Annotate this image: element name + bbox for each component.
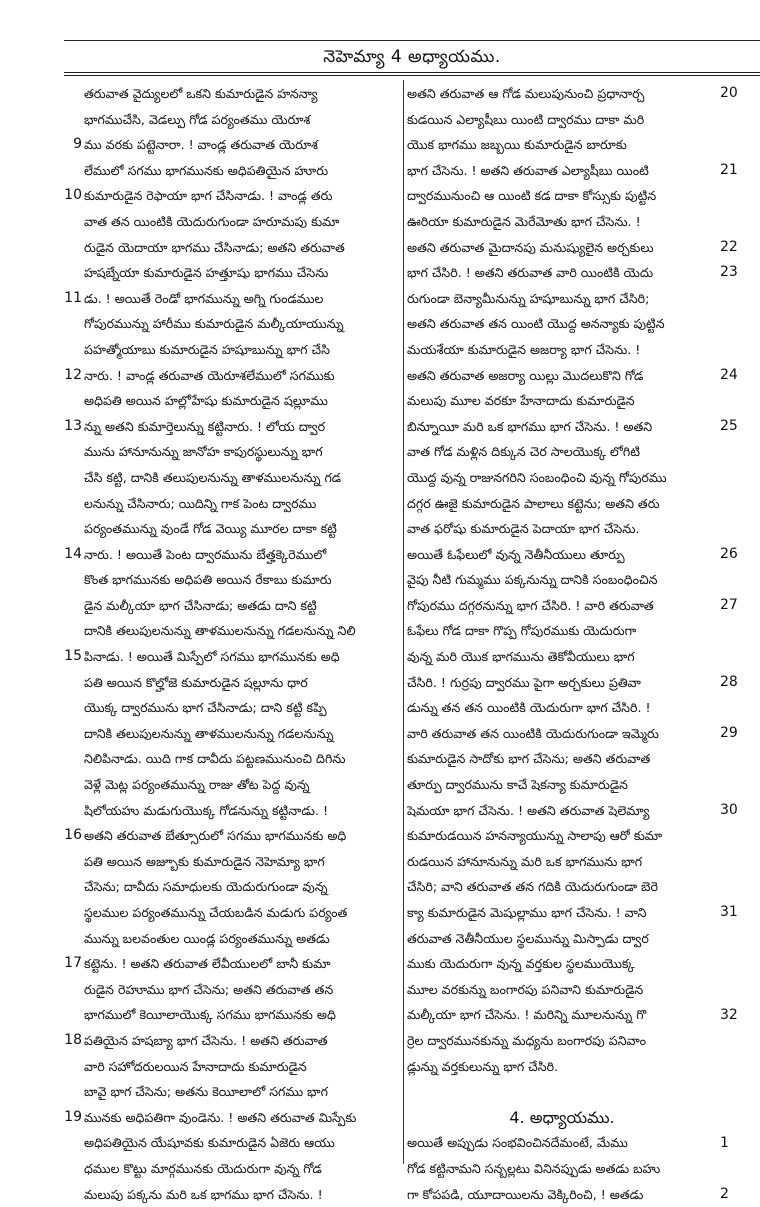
verse-number: 24	[720, 366, 738, 383]
text-line: క్యా కుమారుడైన మెషుల్లాము భాగ చేసెను. ! వాని	[407, 905, 647, 920]
verse-number: 25	[720, 417, 738, 434]
text-line: గోడ కట్టినామని సన్బల్లటు వినినప్పుడు అతడు బహు	[407, 1160, 661, 1176]
verse-number: 18	[64, 1032, 82, 1049]
text-line: బిన్నూయీ మరి ఒక భాగము భాగ చేసెను. ! అతని	[407, 418, 653, 434]
verse-number: 26	[720, 545, 738, 562]
verse-number: 16	[64, 827, 82, 844]
text-line: వాత గోడ మళ్లిన దిక్కున చెర సాలయొక్క లోగిటి	[407, 444, 640, 460]
text-line: గా కోపపడి, యూదాయిలను వెక్కిరించి, ! అతడు	[407, 1186, 644, 1202]
text-line: చేసి కట్టి, దానికి తలుపులనున్ను తాళములనున్ను గడ	[84, 469, 342, 485]
text-line: అయితే అప్పుడు సంభవించినదేమంటే, మేము	[407, 1135, 628, 1151]
verse-number: 10	[64, 187, 82, 204]
text-line: అతని తరువాత తన యింటి యొద్ద అనన్యాకు పుట్టిన	[407, 316, 665, 332]
verse-number: 27	[720, 597, 738, 613]
text-line: భాగముచేసి, వెడల్పు గోడ పర్యంతము యెరూశ	[84, 111, 311, 127]
text-line: ర్రెల ద్వారమునకున్ను మధ్యను బంగారపు పనివాం	[407, 1032, 646, 1048]
text-line: షెమయా భాగ చేసెను. ! అతని తరువాత షెలెమ్యా	[407, 802, 650, 818]
text-line: రుగుండా బెన్యామీనున్ను హషూబున్ను భాగ చేసిరి;	[407, 290, 650, 306]
verse-number: 12	[64, 366, 82, 383]
text-line: లనున్ను చేసినారు; యిదిన్ని గాక పెంట ద్వారము	[84, 495, 317, 511]
text-line: కొంత భాగమునకు అధిపతి అయిన రేకాబు కుమారు	[84, 572, 332, 588]
text-line: రుడైన యెదాయా భాగము చేసినాడు; అతని తరువాత	[84, 239, 345, 255]
text-line: వాత తన యింటికి యెదురుగుండా హరూమపు కుమా	[84, 213, 340, 229]
text-line: రుడయిన హానూనున్ను మరి ఒక భాగమును భాగ	[407, 853, 643, 869]
text-line: తరువాత వైద్యులలో ఒకని కుమారుడైన హనన్యా	[84, 86, 318, 101]
text-line: కుడయిన ఎల్యాషీబు యింటి ద్వారము దాకా మరి	[407, 111, 645, 127]
text-line: గోపురము దగ్గరనున్ను భాగ చేసిరి. ! వారి తరువాత	[407, 597, 654, 613]
verse-number: 29	[720, 725, 738, 741]
verse-number: 22	[720, 238, 738, 255]
verse-number: 9	[73, 136, 82, 153]
verse-number: 15	[64, 648, 82, 665]
text-line: పతి అయిన అజ్బూకు కుమారుడైన నెహెమ్యా భాగ	[84, 853, 325, 869]
text-line: లేములో సగము భాగమునకు అధిపతియైన హూరు	[84, 162, 329, 178]
text-line: వారి సహోదరులయిన హేనాదాదు కుమారుడైన	[84, 1058, 307, 1074]
text-line: తూర్పు ద్వారమును కాచే షెకన్యా కుమారుడైన	[407, 777, 629, 793]
chapter-heading: 4. అధ్యాయము.	[509, 1107, 615, 1127]
text-line: మయశేయా కుమారుడైన అజర్యా భాగ చేసెను. !	[407, 341, 641, 357]
text-line: అతని తరువాత మైదానపు మనుష్యులైన అర్చకులు	[407, 239, 654, 255]
text-line: అతని తరువాత అజర్యా యిల్లు మొదలుకొని గోడ	[407, 367, 644, 383]
text-line: మును హానూనున్ను జానోహ కాపురస్థులున్ను భాగ	[84, 444, 323, 460]
text-line: మున్ను బలవంతుల యిండ్ల పర్యంతమున్ను అతడు	[84, 930, 330, 946]
text-line: స్థలముల పర్యంతమున్ను చేయబడిన మడుగు పర్యంత	[84, 905, 348, 920]
verse-number: 20	[720, 85, 738, 101]
text-line: మూల వరకున్ను బంగారపు పనివాని కుమారుడైన	[407, 981, 644, 997]
text-line: దానికి తలుపులనున్ను తాళములనున్ను గడలనున్ను నిలి	[84, 623, 356, 639]
verse-number: 30	[720, 801, 738, 818]
text-line: హషబ్నేయా కుమారుడైన హత్తూషు భాగము చేసెను	[84, 265, 329, 281]
text-line: వాత ఫరోషు కుమారుడైన పెదాయా భాగ చేసెను.	[407, 521, 640, 537]
text-line: ము వరకు పట్టెనారా. ! వాండ్ల తరువాత యెరూశ	[84, 137, 318, 153]
text-line: తరువాత నెతీనీయుల స్థలమున్ను మిస్పాడు ద్వార	[407, 930, 649, 946]
text-line	[407, 1079, 717, 1105]
text-line: డు. ! అయితే రెండో భాగమున్ను అగ్ని గుండముల	[84, 290, 324, 306]
column-divider	[403, 80, 404, 1164]
text-line: మలుపు పక్కను మరి ఒక భాగము భాగ చేసెను. !	[84, 1186, 323, 1202]
header-rule-top	[64, 40, 760, 41]
verse-number: 23	[720, 264, 738, 281]
text-line: పినాడు. ! అయితే మిస్పేలో సగము భాగమునకు అధి	[84, 649, 340, 665]
text-line: మల్కీయా భాగ చేసెను. ! మరిన్ని మూలనున్ను గొ	[407, 1007, 647, 1023]
text-line: అధిపతి అయిన హల్లోహేషు కుమారుడైన షల్లూము	[84, 393, 328, 409]
header-rule-bottom	[64, 72, 760, 73]
text-line: వెళ్లే మెట్ల పర్యంతమున్ను రాజు తోట పెద్ద వున్న	[84, 777, 310, 793]
text-line: భాగ చేసెను. ! అతని తరువాత ఎల్యాషీబు యింటి	[407, 162, 649, 178]
text-line: దగ్గర ఊజై కుమారుడైన పాలాలు కట్టెను; అతని తరు	[407, 495, 660, 511]
text-line: డున్ను తన తన యింటికి యెదురుగా భాగ చేసిరి. !	[407, 700, 651, 716]
text-line: చేసిరి; వాని తరువాత తన గదికి యెదురుగుండా బెరె	[407, 879, 658, 895]
text-line: నిలిపినాడు. యిది గాక దావీదు పట్టణమునుంచి దిగిను	[84, 751, 346, 767]
text-line: బావై భాగ చేసెను; అతను కెయీలాలో సగము భాగ	[84, 1084, 328, 1100]
text-line: షిలోయహు మడుగుయొక్క గోడనున్ను కట్టినాడు. !	[84, 802, 329, 818]
right-column	[407, 81, 717, 1207]
text-line: భాగములో కెయీలాయొక్క సగము భాగమునకు అధి	[84, 1007, 336, 1023]
verse-number: 17	[64, 955, 82, 972]
text-line: అయితే ఓఫేలులో వున్న నెతీనీయులు తూర్పు	[407, 546, 625, 562]
text-line: ధముల కొట్టు మార్గమునకు యెదురుగా వున్న గోడ	[84, 1160, 322, 1176]
text-line: కట్టెను. ! అతని తరువాత లేవీయులలో బానీ కుమా	[84, 956, 331, 972]
text-line: చేసిరి. ! గుర్రపు ద్వారము పైగా అర్చకులు ప్రతివా	[407, 674, 641, 690]
text-line: ద్వారమునుంచి ఆ యింటి కడ దాకా కోస్సుకు పుట్టిన	[407, 188, 657, 204]
page-title: నెహెమ్యా 4 అధ్యాయము.	[323, 47, 501, 67]
text-line: పతి అయిన కొల్హోజె కుమారుడైన షల్లూను ధార	[84, 674, 308, 690]
text-line: వైపు నీటి గుమ్మము పక్కనున్ను దానికి సంబంధించిన	[407, 572, 658, 588]
text-line: భాగ చేసిరి. ! అతని తరువాత వారి యింటికి యెదు	[407, 265, 654, 281]
text-line: యొద్ద వున్న రాజునగరిని సంబంధించి వున్న గోపురము	[407, 469, 667, 485]
text-line: వారి తరువాత తన యింటికి యెదురుగుండా ఇమ్మెరు	[407, 725, 659, 741]
text-line: అతని తరువాత బేత్సూరులో సగము భాగమునకు అధి	[84, 828, 347, 844]
text-line: నారు. ! అయితే పెంట ద్వారమును బేత్హక్కెరెములో	[84, 546, 327, 562]
text-line: పతియైన హషబ్యా భాగ చేసెను. ! అతని తరువాత	[84, 1032, 328, 1048]
text-line: న్ను అతని కుమార్తెలున్ను కట్టినారు. ! లోయ ద్వార	[84, 418, 326, 434]
text-line: అధిపతియైన యేషూవకు కుమారుడైన ఏజెరు ఆయు	[84, 1135, 335, 1151]
verse-number: 28	[720, 673, 738, 690]
text-line: కుమారుడయిన హనన్యాయున్ను సాలాపు ఆరో కుమా	[407, 828, 663, 844]
text-line: దానికి తలుపులనున్ను తాళములనున్ను గడలనున్ను	[84, 725, 334, 741]
verse-number: 21	[720, 161, 738, 178]
header-rule-bottom-double	[64, 75, 760, 76]
text-line: పహత్మోయాబు కుమారుడైన హషూబున్ను భాగ చేసి	[84, 341, 330, 357]
verse-number: 14	[64, 545, 82, 562]
text-line: డైన మల్కీయా భాగ చేసినాడు; అతడు దాని కట్టి	[84, 597, 317, 613]
text-line: డ్లున్ను వర్తకులున్ను భాగ చేసిరి.	[407, 1058, 559, 1074]
text-line: ఓఫేలు గోడ దాకా గొప్ప గోపురముకు యెదురుగా	[407, 623, 637, 639]
text-line: రుడైన రెహూము భాగ చేసెను; అతని తరువాత తన	[84, 981, 334, 997]
text-line: మునకు అధిపతిగా వుండెను. ! అతని తరువాత మిస్పేకు	[84, 1109, 357, 1125]
verse-number: 32	[720, 1006, 738, 1023]
text-line: వున్న మరి యొక భాగమును తెకోవీయులు భాగ	[407, 649, 635, 665]
text-line: ముకు యెదురుగా వున్న వర్తకుల స్థలముయొక్క	[407, 956, 635, 972]
text-line: కుమారుడైన రెఫాయా భాగ చేసినాడు. ! వాండ్ల తరు	[84, 188, 333, 204]
text-line: అతని తరువాత ఆ గోడ మలుపునుంచి ప్రధానార్చ	[407, 86, 645, 101]
text-line: పర్యంతమున్ను వుండే గోడ వెయ్యి మూరల దాకా కట్టి	[84, 521, 337, 537]
text-line: యొక్క ద్వారమును భాగ చేసినాడు; దాని కట్టి కప్పి	[84, 700, 327, 716]
left-column	[84, 81, 402, 1207]
verse-number: 13	[64, 417, 82, 434]
text-line: ఊరియా కుమారుడైన మెరేమోతు భాగ చేసెను. !	[407, 213, 641, 229]
verse-number: 19	[64, 1109, 82, 1125]
verse-number: 2	[720, 1185, 729, 1202]
verse-number: 31	[720, 904, 738, 921]
text-line: యొక భాగము జబ్బయి కుమారుడైన బారూకు	[407, 137, 627, 153]
verse-number: 1	[720, 1134, 729, 1151]
text-line: మలుపు మూల వరకూ హేనాదాదు కుమారుడైన	[407, 393, 635, 409]
verse-number: 11	[64, 289, 82, 306]
text-line: చేసెను; దావీదు సమాధులకు యెదురుగుండా వున్న	[84, 879, 328, 895]
text-line: కుమారుడైన సాదోకు భాగ చేసెను; అతని తరువాత	[407, 751, 651, 767]
text-line: గోపురమున్ను హారీము కుమారుడైన మల్కీయాయున్ను	[84, 316, 344, 332]
text-line: నారు. ! వాండ్ల తరువాత యెరూశలేములో సగముకు	[84, 367, 335, 383]
